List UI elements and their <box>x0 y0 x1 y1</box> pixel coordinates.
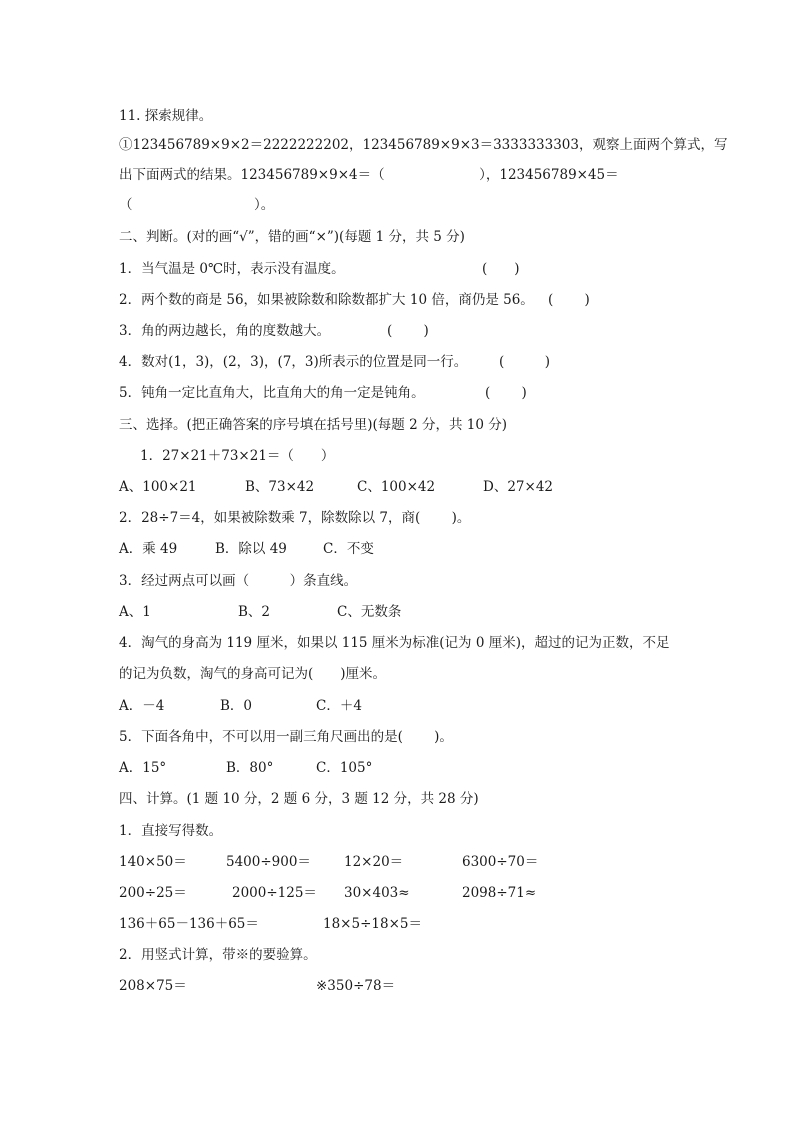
calc-item: 2098÷71≈ <box>462 885 537 901</box>
section-2-heading: 二、判断。(对的画“√”，错的画“×”)(每题 1 分，共 5 分) <box>119 229 465 245</box>
calc-item: ※350÷78＝ <box>316 978 396 994</box>
judge-answer-bracket-2[interactable]: ( ) <box>548 292 590 308</box>
judge-answer-bracket-4[interactable]: ( ) <box>499 354 551 370</box>
judge-answer-bracket-3[interactable]: ( ) <box>387 323 429 339</box>
choice-q5: 5．下面各角中，不可以用一副三角尺画出的是( )。 <box>119 729 453 745</box>
q11-line-3: （ ）。 <box>119 197 275 213</box>
calc-item: 18×5÷18×5＝ <box>323 916 422 932</box>
choice-q4-line-2: 的记为负数，淘气的身高可记为( )厘米。 <box>119 666 387 682</box>
section-4-heading: 四、计算。(1 题 10 分，2 题 6 分，3 题 12 分，共 28 分) <box>119 791 479 807</box>
calc-item: 12×20＝ <box>344 854 404 870</box>
judge-item-5: 5．钝角一定比直角大，比直角大的角一定是钝角。 <box>119 385 425 401</box>
calc-item: 200÷25＝ <box>119 885 187 901</box>
choice-q5-option-a[interactable]: A．15° <box>119 760 167 776</box>
calc-item: 140×50＝ <box>119 854 187 870</box>
choice-q4-option-a[interactable]: A．－4 <box>119 698 165 714</box>
choice-q2-option-a[interactable]: A．乘 49 <box>119 541 178 557</box>
choice-q1-option-c[interactable]: C、100×42 <box>357 479 436 495</box>
section-3-heading: 三、选择。(把正确答案的序号填在括号里)(每题 2 分，共 10 分) <box>119 417 507 433</box>
choice-q3-option-b[interactable]: B、2 <box>238 604 271 620</box>
judge-item-4: 4．数对(1，3)，(2，3)，(7，3)所表示的位置是同一行。 <box>119 354 468 370</box>
choice-q2: 2．28÷7＝4，如果被除数乘 7，除数除以 7，商( )。 <box>119 510 471 526</box>
choice-q4-option-b[interactable]: B．0 <box>220 698 253 714</box>
choice-q4-option-c[interactable]: C．＋4 <box>316 698 362 714</box>
choice-q1-option-a[interactable]: A、100×21 <box>119 479 197 495</box>
q11-title: 11. 探索规律。 <box>119 108 213 124</box>
q11-line-1: ①123456789×9×2＝2222222202，123456789×9×3＝3333333303，观察上面两个算式，写 <box>119 137 728 153</box>
choice-q3-option-a[interactable]: A、1 <box>119 604 151 620</box>
choice-q5-option-c[interactable]: C．105° <box>316 760 373 776</box>
calc-item: 2000÷125＝ <box>232 885 317 901</box>
judge-answer-bracket-5[interactable]: ( ) <box>485 385 527 401</box>
calc-sub-2: 2．用竖式计算，带※的要验算。 <box>119 947 317 963</box>
choice-q1: 1．27×21＋73×21＝（ ） <box>140 448 335 464</box>
judge-item-3: 3．角的两边越长，角的度数越大。 <box>119 323 331 339</box>
calc-item: 6300÷70＝ <box>462 854 539 870</box>
calc-sub-1: 1．直接写得数。 <box>119 823 223 839</box>
choice-q3: 3．经过两点可以画（ ）条直线。 <box>119 573 358 589</box>
calc-item: 208×75＝ <box>119 978 187 994</box>
calc-item: 30×403≈ <box>344 885 410 901</box>
choice-q1-option-d[interactable]: D、27×42 <box>483 479 553 495</box>
judge-answer-bracket-1[interactable]: ( ) <box>482 261 520 277</box>
judge-item-1: 1．当气温是 0℃时，表示没有温度。 <box>119 261 345 277</box>
choice-q3-option-c[interactable]: C、无数条 <box>337 604 402 620</box>
choice-q2-option-c[interactable]: C．不变 <box>323 541 374 557</box>
choice-q1-option-b[interactable]: B、73×42 <box>245 479 315 495</box>
q11-line-2: 出下面两式的结果。123456789×9×4＝（ ），123456789×45＝ <box>119 167 619 183</box>
choice-q5-option-b[interactable]: B．80° <box>226 760 274 776</box>
choice-q4-line-1: 4．淘气的身高为 119 厘米，如果以 115 厘米为标准(记为 0 厘米)，超过的记为正数，不足 <box>119 635 670 651</box>
choice-q2-option-b[interactable]: B．除以 49 <box>215 541 287 557</box>
calc-item: 5400÷900＝ <box>226 854 311 870</box>
calc-item: 136＋65－136＋65＝ <box>119 916 259 932</box>
judge-item-2: 2．两个数的商是 56，如果被除数和除数都扩大 10 倍，商仍是 56。 <box>119 292 534 308</box>
